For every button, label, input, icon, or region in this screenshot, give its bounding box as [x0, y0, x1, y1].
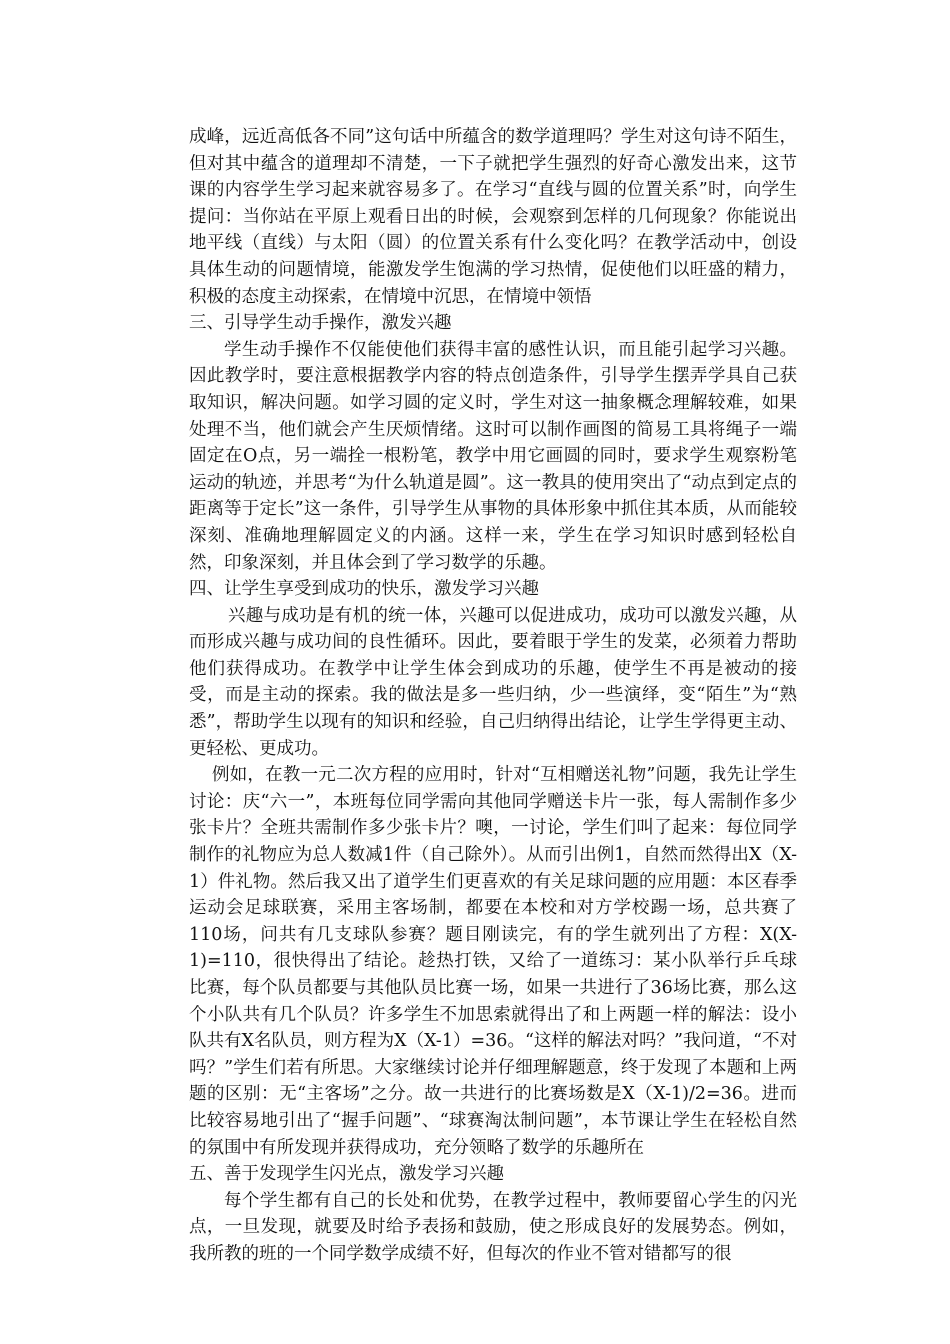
document-body [189, 124, 797, 1268]
section-heading-5: 五、善于发现学生闪光点，激发学习兴趣 [189, 1164, 504, 1185]
paragraph-4: 兴趣与成功是有机的统一体，兴趣可以促进成功，成功可以激发兴趣，从而形成兴趣与成功间的良性循环。因此，要着眼于学生的发菜，必须着力帮助他们获得成功。在教学中让学生体会到成功的乐趣，使学生不再是被动的接受，而是主动的探索。我的做法是多一些归纳，少一些演绎，变“陌生”为“熟悉”，帮助学生以现有的知识和经验，自己归纳得出结论，让学生学得更主动、更轻松、更成功。 [189, 605, 797, 759]
paragraph-5: 每个学生都有自己的长处和优势，在教学过程中，教师要留心学生的闪光点，一旦发现，就要及时给予表扬和鼓励，使之形成良好的发展势态。例如，我所教的班的一个同学数学成绩不好，但每次的作业不管对错都写的很 [189, 1190, 797, 1264]
paragraph-intro: 成峰，远近高低各不同”这句话中所蕴含的数学道理吗？学生对这句诗不陌生，但对其中蕴含的道理却不清楚，一下子就把学生强烈的好奇心激发出来，这节课的内容学生学习起来就容易多了。在学习“直线与圆的位置关系”时，向学生提问：当你站在平原上观看日出的时候，会观察到怎样的几何现象？你能说出地平线（直线）与太阳（圆）的位置关系有什么变化吗？在教学活动中，创设具体生动的问题情境，能激发学生饱满的学习热情，促使他们以旺盛的精力，积极的态度主动探索，在情境中沉思，在情境中领悟 [189, 127, 797, 307]
section-heading-4: 四、让学生享受到成功的快乐，激发学习兴趣 [189, 579, 539, 600]
paragraph-3: 学生动手操作不仅能使他们获得丰富的感性认识，而且能引起学习兴趣。因此教学时，要注意根据教学内容的特点创造条件，引导学生摆弄学具自己获取知识，解决问题。如学习圆的定义时，学生对这一抽象概念理解较难，如果处理不当，他们就会产生厌烦情绪。这时可以制作画图的简易工具将绳子一端固定在O点，另一端拴一根粉笔，教学中用它画圆的同时，要求学生观察粉笔运动的轨迹，并思考“为什么轨道是圆”。这一教具的使用突出了“动点到定点的距离等于定长”这一条件，引导学生从事物的具体形象中抓住其本质，从而能较深刻、准确地理解圆定义的内涵。这样一来，学生在学习知识时感到轻松自然，印象深刻，并且体会到了学习数学的乐趣。 [189, 339, 797, 573]
section-heading-3: 三、引导学生动手操作，激发兴趣 [189, 313, 452, 334]
paragraph-example: 例如，在教一元二次方程的应用时，针对“互相赠送礼物”问题，我先让学生讨论：庆“六一”，本班每位同学需向其他同学赠送卡片一张，每人需制作多少张卡片？全班共需制作多少张卡片？噢，一讨论，学生们叫了起来：每位同学制作的礼物应为总人数减1件（自己除外）。从而引出例1，自然而然得出X（X-1）件礼物。然后我又出了道学生们更喜欢的有关足球问题的应用题：本区春季运动会足球联赛，采用主客场制，都要在本校和对方学校踢一场，总共赛了110场，问共有几支球队参赛？题目刚读完，有的学生就列出了方程：X(X-1)=110，很快得出了结论。趁热打铁，又给了一道练习：某小队举行乒乓球比赛，每个队员都要与其他队员比赛一场，如果一共进行了36场比赛，那么这个小队共有几个队员？许多学生不加思索就得出了和上两题一样的解法：设小队共有X名队员，则方程为X（X-1）=36。“这样的解法对吗？”我问道，“不对吗？”学生们若有所思。大家继续讨论并仔细理解题意，终于发现了本题和上两题的区别：无“主客场”之分。故一共进行的比赛场数是X（X-1)/2=36。进而比较容易地引出了“握手问题”、“球赛淘汰制问题”，本节课让学生在轻松自然的氛围中有所发现并获得成功，充分领略了数学的乐趣所在 [189, 765, 797, 1158]
